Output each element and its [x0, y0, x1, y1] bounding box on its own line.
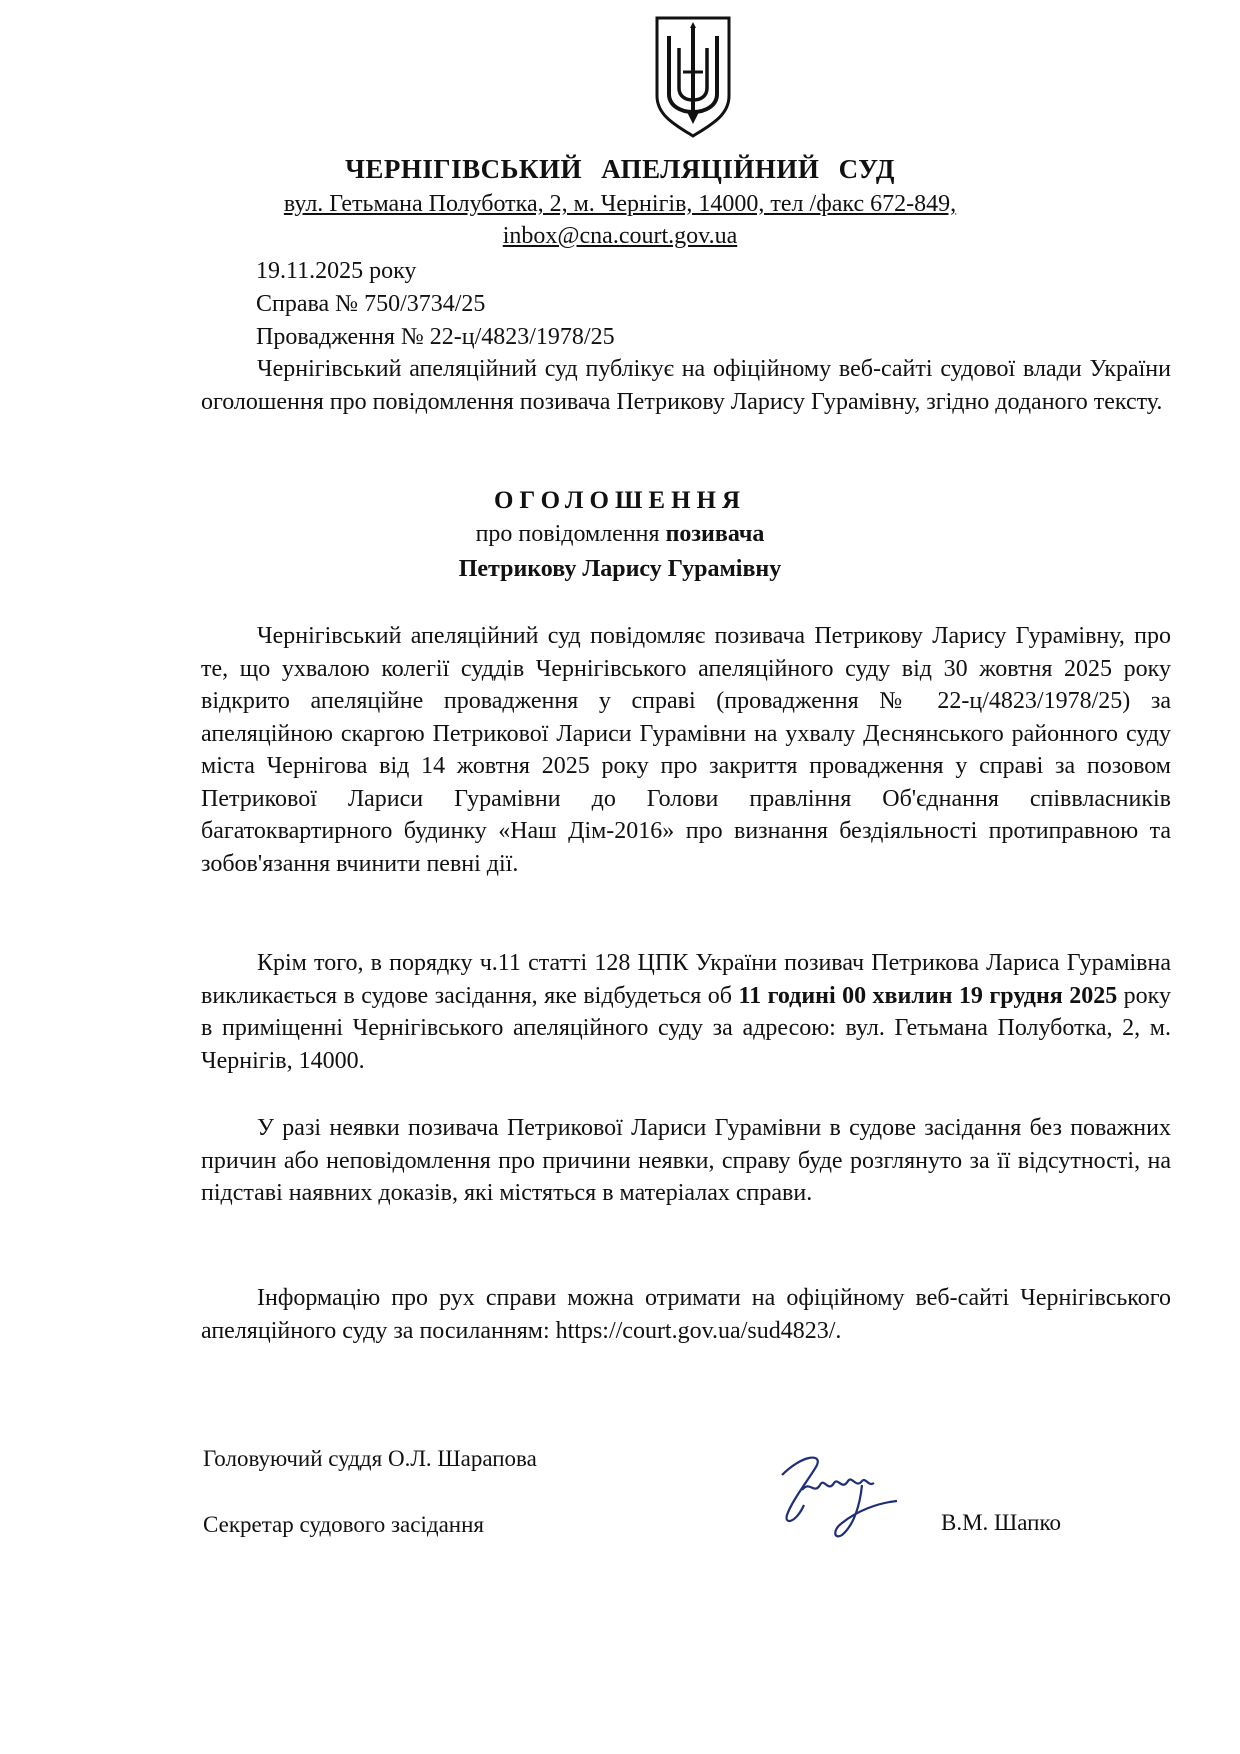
handwritten-signature — [762, 1445, 912, 1545]
announcement-title: ОГОЛОШЕННЯ — [493, 487, 747, 514]
hearing-datetime: 11 годині 00 хвилин 19 грудня 2025 — [738, 982, 1118, 1009]
body-paragraph-3: У разі неявки позивача Петрикової Лариси Гурамівни в судове засідання без поважних причин або неповідомлення про причини неявки, справу буде розглянуто за її відсутності, на підставі наявних доказів, які містяться в матеріалах справи. — [201, 1115, 1171, 1206]
body-paragraph-4: Інформацію про рух справи можна отримати на офіційному веб-сайті Чернігівського апеляційного суду за посиланням: https://court.gov.ua/sud4823/. — [201, 1285, 1171, 1344]
secretary-name: В.М. Шапко — [941, 1510, 1061, 1535]
coat-of-arms-icon — [653, 14, 733, 140]
announcement-subtitle-bold: позивача — [665, 521, 765, 547]
court-address: вул. Гетьмана Полуботка, 2, м. Чернігів, 14000, тел /факс 672-849, — [283, 191, 957, 217]
body-paragraph-2-part1: Крім того, в порядку ч.11 статті 128 ЦПК України позивач Петрикова Лариса Гурамівна викликається в судове засідання, яке відбудеться об — [201, 950, 1171, 1009]
intro-paragraph: Чернігівський апеляційний суд публікує на офіційному веб-сайті судової влади України оголошення про повідомлення позивача Петрикову Ларису Гурамівну, згідно доданого тексту. — [201, 356, 1171, 415]
announcement-name: Петрикову Ларису Гурамівну — [458, 556, 782, 582]
court-name: ЧЕРНІГІВСЬКИЙ АПЕЛЯЦІЙНИЙ СУД — [345, 154, 895, 184]
court-email: inbox@cna.court.gov.ua — [502, 223, 738, 249]
body-paragraph-2-part2: року в приміщенні Чернігівського апеляційного суду за адресою: вул. Гетьмана Полуботка, 2, м. Чернігів, 14000. — [201, 982, 1171, 1074]
body-paragraph-2 — [201, 947, 1171, 1077]
presiding-judge: Головуючий суддя О.Л. Шарапова — [203, 1446, 537, 1471]
announcement-subtitle-prefix: про повідомлення — [475, 521, 666, 547]
case-number: Справа № 750/3734/25 — [256, 291, 486, 317]
document-date: 19.11.2025 року — [256, 258, 417, 284]
body-paragraph-1: Чернігівський апеляційний суд повідомляє позивача Петрикову Ларису Гурамівну, про те, що ухвалою колегії суддів Чернігівського апеляційного суду від 30 жовтня 2025 року відкрито апеляційне провадження у справі (провадження № 22-ц/4823/1978/25) за апеляційною скаргою Петрикової Лариси Гурамівни на ухвалу Деснянського районного суду міста Чернігова від 14 жовтня 2025 року про закриття провадження у справі за позовом Петрикової Лариси Гурамівни до Голови правління Об'єднання співвласників багатоквартирного будинку «Наш Дім-2016» про визнання бездіяльності протиправною та зобов'язання вчинити певні дії. — [201, 623, 1171, 877]
announcement-subtitle — [0, 521, 1240, 548]
proceeding-number: Провадження № 22-ц/4823/1978/25 — [256, 324, 615, 350]
secretary-label: Секретар судового засідання — [203, 1512, 484, 1537]
